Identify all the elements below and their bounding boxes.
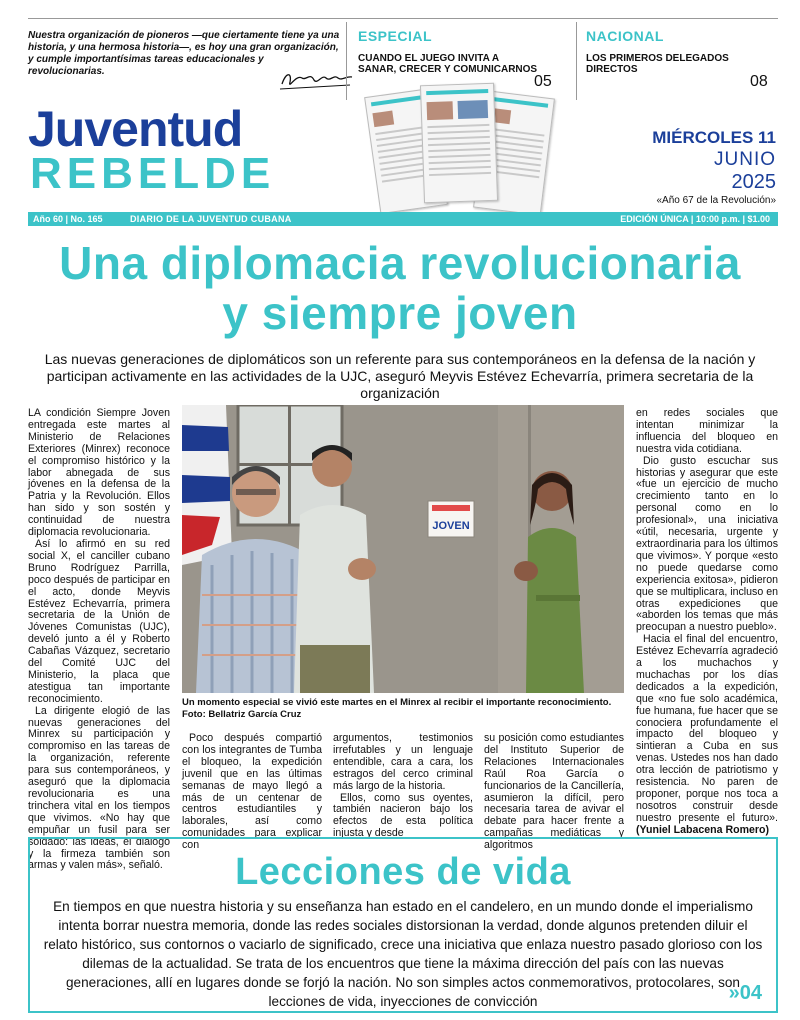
article-column-1 (28, 408, 170, 872)
teaser-section: ESPECIAL (358, 28, 433, 44)
founder-quote: Nuestra organización de pioneros —que ciertamente tiene ya una historia, y una hermosa historia—, es hoy una gran organización, y cumple importantísimas tareas educacionales y revolucionarias. (28, 30, 340, 77)
info-bar (28, 212, 778, 226)
paragraph (636, 634, 778, 836)
article-column-4 (484, 733, 624, 852)
paragraph: LA condición Siempre Joven entregada este martes al Ministerio de Relaciones Exteriores (Minrex) reconoce el compromiso histórico y la labor abnegada de sus jóvenes en la defensa de la Patria y la Revolución. Ellos han sido y son sostén y continuidad de nuestra diplomacia revolucionaria. (28, 407, 170, 539)
separator (576, 22, 577, 100)
paragraph: Dio gusto escuchar sus historias y asegurar que este «fue un ejercicio de mucho crecimiento tanto en lo personal como en lo profesional», una iniciativa «útil, necesaria, urgente y extraordinaria para los últimos que vivimos». Y porque «esto no puede quedarse como experiencia exitosa», pidieron que se multiplicara, incluso en otras expediciones que «aborden los temas que más preocupan a nuestro pueblo». (636, 454, 778, 634)
article-column-2 (182, 733, 322, 852)
page-thumbnails[interactable] (368, 78, 548, 228)
paragraph-text: Hacia el final del encuentro, Estévez Echevarría agradeció a los muchachos y muchachas por los días dedicados a la expedición, que «no fue solo académica, fue humana, fue hacer que se conociera profundamente el impacto del bloqueo y sintieran a Cuba en sus venas. Ustedes nos han dado otra lección de patriotismo y resistencia. No paren de proponer, porque nos toca a nosotros construir desde nuestro presente el futuro». (636, 633, 778, 824)
paragraph: Ellos, como sus oyentes, también nacieron bajo los efectos de esta política injusta y desde (333, 791, 473, 840)
date-day: MIÉRCOLES 11 (652, 128, 776, 147)
article-photo[interactable] (182, 405, 624, 693)
plaque-text: JOVEN (432, 520, 470, 532)
paragraph: argumentos, testimonios irrefutables y un lenguaje entendible, cara a cara, los estragos del cerco criminal más largo de la historia. (333, 732, 473, 792)
teaser-especial[interactable] (358, 28, 538, 75)
teaser-text: CUANDO EL JUEGO INVITA A SANAR, CRECER Y COMUNICARNOS (358, 53, 538, 75)
teaser-page-number: 08 (750, 73, 768, 90)
paragraph: Poco después compartió con los integrantes de Tumba el bloqueo, la expedición juvenil que en las últimas semanas de mayo llegó a más de un centenar de centros estudiantiles y laborales, así como comunidades para explicar con (182, 732, 322, 852)
edition-info: EDICIÓN ÚNICA | 10:00 p.m. | $1.00 (620, 214, 770, 224)
article-column-3 (333, 733, 473, 840)
photo-caption: Un momento especial se vivió este martes en el Minrex al recibir el importante reconocimiento. Foto: Bellatriz García Cruz (182, 697, 612, 720)
article-deck: Las nuevas generaciones de diplomáticos son un referente para sus contemporáneos en la defensa de la nación y participan activamente en las actividades de la UJC, aseguró Meyvis Estévez Echevarría, primera secretaria de la organización (44, 351, 756, 401)
teaser-text: LOS PRIMEROS DELEGADOS DIRECTOS (586, 53, 729, 75)
promo-box[interactable] (28, 837, 778, 1013)
teaser-section: NACIONAL (586, 28, 664, 44)
signature (276, 66, 356, 94)
masthead-logo-juventud: Juventud (28, 101, 243, 157)
tagline: DIARIO DE LA JUVENTUD CUBANA (130, 214, 292, 224)
promo-title: Lecciones de vida (235, 851, 571, 893)
main-headline[interactable] (20, 238, 780, 338)
promo-text: En tiempos en que nuestra historia y su enseñanza han estado en el candelero, en un mundo donde el imperialismo intenta borrar nuestra memoria, donde las redes sociales distorsionan la verdad, donde algunos pretenden diluir el relato histórico, sus contornos o vaciarlo de significado, crece una iniciativa que enlaza nuestro pasado glorioso con los dilemas de la actualidad. Se trata de los encuentros que tiene la máxima dirección del país con las nuevas generaciones, allí en lugares donde se forjó la nación. No son simples actos conmemorativos, protocolares, son lecciones de vida, inyecciones de convicción (43, 899, 763, 1009)
teaser-page-number: 05 (534, 73, 552, 90)
paragraph: La dirigente elogió de las nuevas generaciones del Minrex su participación y compromiso en las tareas de la organización, referente para sus contemporáneos, y aseguró que la diplomacia revolucionaria es una trinchera vital en los tiempos que vivimos. «No hay que empuñar un fusil para ser soldado: las ideas, el diálogo y la firmeza también son armas y valen más», señaló. (28, 704, 170, 872)
author-credit: (Yuniel Labacena Romero) (636, 823, 770, 836)
anniversary-slogan: «Año 67 de la Revolución» (656, 195, 776, 206)
thumbnail-page (420, 83, 498, 204)
date-month: JUNIO (714, 149, 776, 170)
date-block (652, 128, 776, 206)
teaser-nacional[interactable] (586, 28, 766, 75)
article-column-5 (636, 408, 778, 837)
promo-page-link[interactable]: »04 (728, 982, 762, 1004)
issue-number: Año 60 | No. 165 (33, 214, 103, 224)
date-year: 2025 (731, 171, 776, 193)
headline-line-2: y siempre joven (222, 287, 578, 339)
paragraph: su posición como estudiantes del Instituto Superior de Relaciones Internacionales Raúl Roa García o funcionarios de la Cancillería, asumieron la difícil, pero necesaria tarea de avivar el debate para hacer frente a campañas mediáticas y algoritmos (484, 732, 624, 852)
top-rule (28, 18, 778, 19)
paragraph: Así lo afirmó en su red social X, el canciller cubano Bruno Rodríguez Parrilla, poco después de participar en el acto, donde Meyvis Estévez Echevarría, primera secretaria de la Unión de Jóvenes Comunistas (UJC), develó junto a él y Roberto Cabañas Vázquez, secretario del Comité UJC del Ministerio, la placa que atestigua tan importante reconocimiento. (28, 537, 170, 705)
masthead-logo-rebelde: REBELDE (30, 149, 276, 198)
separator (346, 22, 347, 100)
headline-line-1: Una diplomacia revolucionaria (59, 237, 741, 289)
paragraph: en redes sociales que intentan minimizar la influencia del bloqueo en nuestra vida cotidiana. (636, 407, 778, 455)
